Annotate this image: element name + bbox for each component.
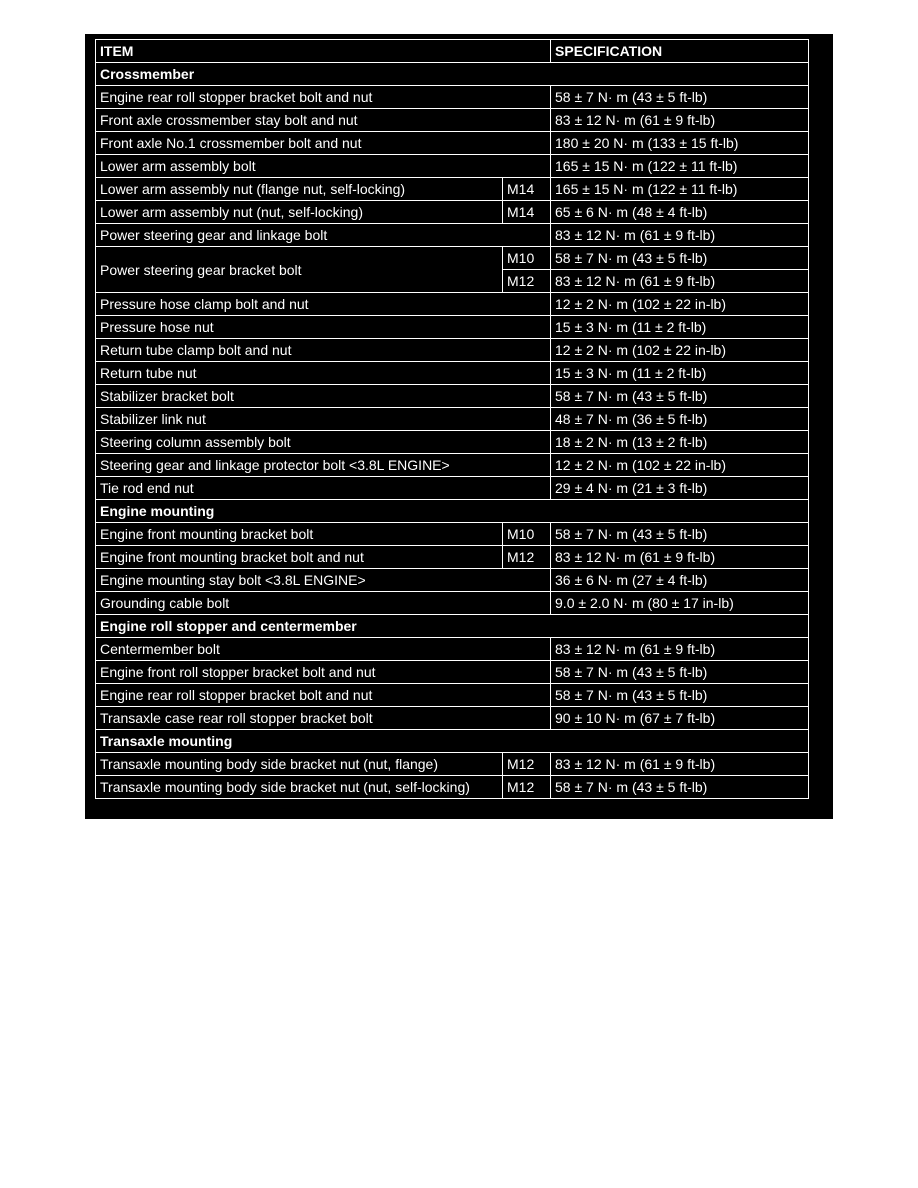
section-header-row [96, 63, 809, 86]
spec-cell: 83 ± 12 N· m (61 ± 9 ft-lb) [551, 270, 809, 293]
item-cell: Engine rear roll stopper bracket bolt and nut [96, 684, 551, 707]
item-cell: Transaxle mounting body side bracket nut (nut, self-locking) [96, 776, 503, 799]
item-cell: Engine rear roll stopper bracket bolt and nut [96, 86, 551, 109]
item-cell: Grounding cable bolt [96, 592, 551, 615]
item-cell: Lower arm assembly nut (nut, self-locking) [96, 201, 503, 224]
section-title: Engine roll stopper and centermember [96, 615, 809, 638]
spec-cell: 58 ± 7 N· m (43 ± 5 ft-lb) [551, 776, 809, 799]
table-row [96, 86, 809, 109]
item-cell: Transaxle mounting body side bracket nut (nut, flange) [96, 753, 503, 776]
spec-cell: 83 ± 12 N· m (61 ± 9 ft-lb) [551, 753, 809, 776]
table-row [96, 707, 809, 730]
table-row [96, 408, 809, 431]
table-row [96, 293, 809, 316]
header-item: ITEM [96, 40, 551, 63]
item-cell: Lower arm assembly nut (flange nut, self-locking) [96, 178, 503, 201]
spec-cell: 58 ± 7 N· m (43 ± 5 ft-lb) [551, 385, 809, 408]
table-row [96, 569, 809, 592]
item-cell: Transaxle case rear roll stopper bracket bolt [96, 707, 551, 730]
spec-cell: 58 ± 7 N· m (43 ± 5 ft-lb) [551, 684, 809, 707]
item-cell: Lower arm assembly bolt [96, 155, 551, 178]
section-header-row [96, 615, 809, 638]
table-row [96, 684, 809, 707]
section-header-row [96, 500, 809, 523]
table-row [96, 178, 809, 201]
table-row [96, 201, 809, 224]
size-cell: M12 [503, 546, 551, 569]
item-cell: Power steering gear and linkage bolt [96, 224, 551, 247]
table-row [96, 224, 809, 247]
table-row [96, 454, 809, 477]
item-cell: Steering column assembly bolt [96, 431, 551, 454]
spec-cell: 83 ± 12 N· m (61 ± 9 ft-lb) [551, 638, 809, 661]
table-row [96, 155, 809, 178]
spec-cell: 83 ± 12 N· m (61 ± 9 ft-lb) [551, 546, 809, 569]
item-cell: Engine front mounting bracket bolt [96, 523, 503, 546]
spec-cell: 58 ± 7 N· m (43 ± 5 ft-lb) [551, 86, 809, 109]
section-title: Crossmember [96, 63, 809, 86]
item-cell: Return tube clamp bolt and nut [96, 339, 551, 362]
spec-cell: 165 ± 15 N· m (122 ± 11 ft-lb) [551, 178, 809, 201]
spec-cell: 58 ± 7 N· m (43 ± 5 ft-lb) [551, 247, 809, 270]
table-header-row [96, 40, 809, 63]
spec-cell: 12 ± 2 N· m (102 ± 22 in-lb) [551, 293, 809, 316]
section-header-row [96, 730, 809, 753]
spec-cell: 65 ± 6 N· m (48 ± 4 ft-lb) [551, 201, 809, 224]
item-cell: Front axle crossmember stay bolt and nut [96, 109, 551, 132]
section-title: Engine mounting [96, 500, 809, 523]
spec-cell: 29 ± 4 N· m (21 ± 3 ft-lb) [551, 477, 809, 500]
spec-cell: 83 ± 12 N· m (61 ± 9 ft-lb) [551, 109, 809, 132]
spec-cell: 48 ± 7 N· m (36 ± 5 ft-lb) [551, 408, 809, 431]
table-row [96, 638, 809, 661]
table-row [96, 339, 809, 362]
table-row [96, 316, 809, 339]
header-specification: SPECIFICATION [551, 40, 809, 63]
table-row [96, 523, 809, 546]
table-row [96, 247, 809, 270]
spec-cell: 165 ± 15 N· m (122 ± 11 ft-lb) [551, 155, 809, 178]
spec-cell: 83 ± 12 N· m (61 ± 9 ft-lb) [551, 224, 809, 247]
item-cell: Tie rod end nut [96, 477, 551, 500]
size-cell: M14 [503, 178, 551, 201]
table-row [96, 477, 809, 500]
spec-cell: 15 ± 3 N· m (11 ± 2 ft-lb) [551, 362, 809, 385]
item-cell: Pressure hose clamp bolt and nut [96, 293, 551, 316]
table-row [96, 362, 809, 385]
item-cell: Stabilizer bracket bolt [96, 385, 551, 408]
table-row [96, 776, 809, 799]
spec-cell: 12 ± 2 N· m (102 ± 22 in-lb) [551, 454, 809, 477]
table-row [96, 592, 809, 615]
table-row [96, 109, 809, 132]
size-cell: M12 [503, 776, 551, 799]
size-cell: M12 [503, 270, 551, 293]
item-cell: Centermember bolt [96, 638, 551, 661]
spec-cell: 9.0 ± 2.0 N· m (80 ± 17 in-lb) [551, 592, 809, 615]
item-cell: Engine front mounting bracket bolt and nut [96, 546, 503, 569]
table-row [96, 132, 809, 155]
item-cell: Stabilizer link nut [96, 408, 551, 431]
table-row [96, 661, 809, 684]
spec-cell: 12 ± 2 N· m (102 ± 22 in-lb) [551, 339, 809, 362]
spec-cell: 58 ± 7 N· m (43 ± 5 ft-lb) [551, 661, 809, 684]
item-cell: Engine mounting stay bolt <3.8L ENGINE> [96, 569, 551, 592]
spec-cell: 180 ± 20 N· m (133 ± 15 ft-lb) [551, 132, 809, 155]
size-cell: M10 [503, 523, 551, 546]
table-row [96, 753, 809, 776]
spec-cell: 36 ± 6 N· m (27 ± 4 ft-lb) [551, 569, 809, 592]
item-cell: Engine front roll stopper bracket bolt and nut [96, 661, 551, 684]
torque-spec-panel [85, 34, 833, 819]
item-cell: Power steering gear bracket bolt [96, 247, 503, 293]
spec-cell: 58 ± 7 N· m (43 ± 5 ft-lb) [551, 523, 809, 546]
item-cell: Pressure hose nut [96, 316, 551, 339]
table-row [96, 385, 809, 408]
torque-spec-table [95, 39, 809, 799]
table-row [96, 431, 809, 454]
item-cell: Front axle No.1 crossmember bolt and nut [96, 132, 551, 155]
size-cell: M14 [503, 201, 551, 224]
section-title: Transaxle mounting [96, 730, 809, 753]
spec-cell: 90 ± 10 N· m (67 ± 7 ft-lb) [551, 707, 809, 730]
item-cell: Return tube nut [96, 362, 551, 385]
item-cell: Steering gear and linkage protector bolt <3.8L ENGINE> [96, 454, 551, 477]
spec-cell: 18 ± 2 N· m (13 ± 2 ft-lb) [551, 431, 809, 454]
spec-cell: 15 ± 3 N· m (11 ± 2 ft-lb) [551, 316, 809, 339]
size-cell: M10 [503, 247, 551, 270]
table-row [96, 546, 809, 569]
size-cell: M12 [503, 753, 551, 776]
